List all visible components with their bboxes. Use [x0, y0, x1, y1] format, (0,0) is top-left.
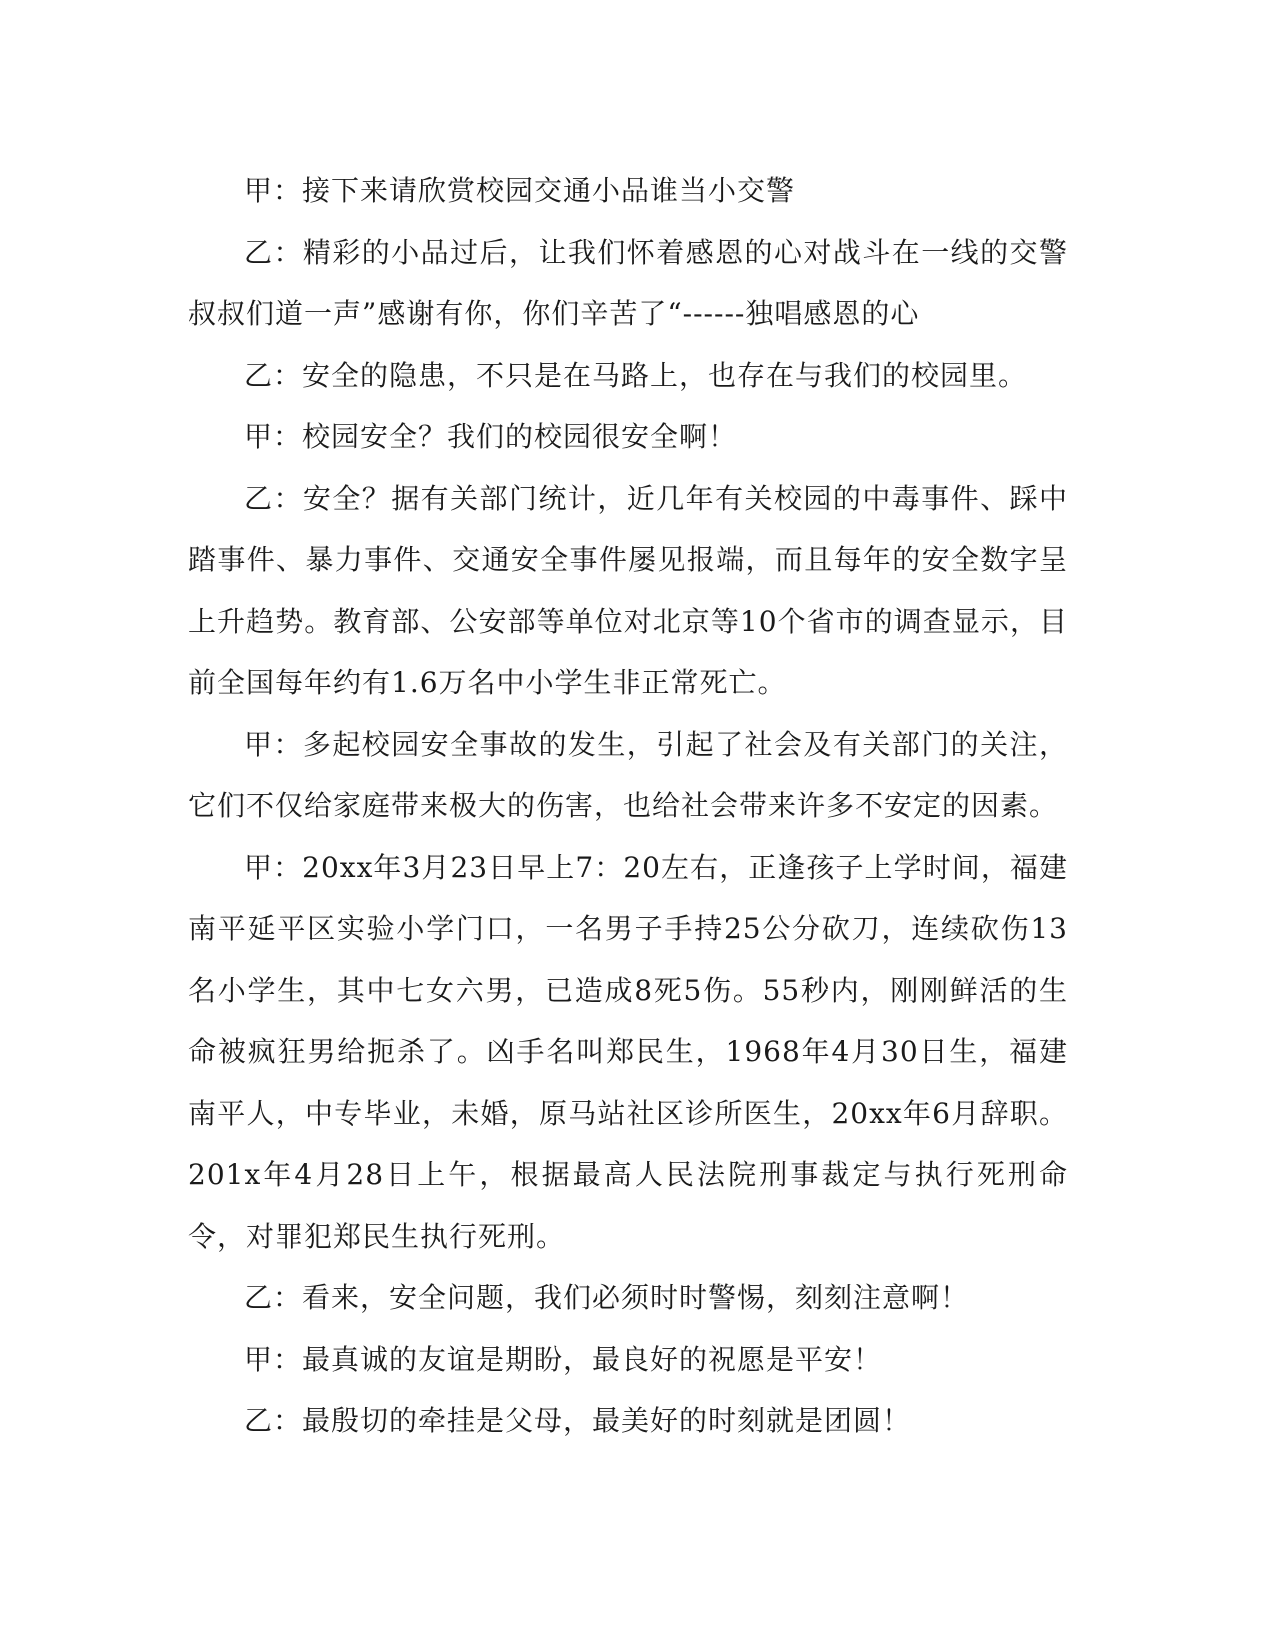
paragraph-4: 甲：校园安全？我们的校园很安全啊！	[244, 420, 738, 453]
paragraph-8: 乙：看来，安全问题，我们必须时时警惕，刻刻注意啊！	[244, 1281, 970, 1314]
paragraph-10: 乙：最殷切的牵挂是父母，最美好的时刻就是团圆！	[244, 1404, 912, 1437]
paragraph-6: 甲：多起校园安全事故的发生，引起了社会及有关部门的关注，它们不仅给家庭带来极大的伤害，也给社会带来许多不安定的因素。	[188, 727, 1068, 822]
paragraph-7: 甲：20xx年3月23日早上7：20左右，正逢孩子上学时间，福建南平延平区实验小学门口，一名男子手持25公分砍刀，连续砍伤13名小学生，其中七女六男，已造成8死5伤。55秒内，刚刚鲜活的生命被疯狂男给扼杀了。凶手名叫郑民生，1968年4月30日生，福建南平人，中专毕业，未婚，原马站社区诊所医生，20xx年6月辞职。201x年4月28日上午，根据最高人民法院刑事裁定与执行死刑命令，对罪犯郑民生执行死刑。	[188, 850, 1068, 1253]
paragraph-5: 乙：安全？据有关部门统计，近几年有关校园的中毒事件、踩中踏事件、暴力事件、交通安全事件屡见报端，而且每年的安全数字呈上升趋势。教育部、公安部等单位对北京等10个省市的调查显示，目前全国每年约有1.6万名中小学生非正常死亡。	[188, 481, 1068, 699]
paragraph-3: 乙：安全的隐患，不只是在马路上，也存在与我们的校园里。	[244, 358, 1028, 392]
paragraph-2: 乙：精彩的小品过后，让我们怀着感恩的心对战斗在一线的交警叔叔们道一声”感谢有你，你们辛苦了“------独唱感恩的心	[188, 235, 1068, 330]
paragraph-1: 甲：接下来请欣赏校园交通小品谁当小交警	[244, 174, 796, 207]
document-body	[188, 160, 1068, 1452]
paragraph-9: 甲：最真诚的友谊是期盼，最良好的祝愿是平安！	[244, 1342, 883, 1376]
